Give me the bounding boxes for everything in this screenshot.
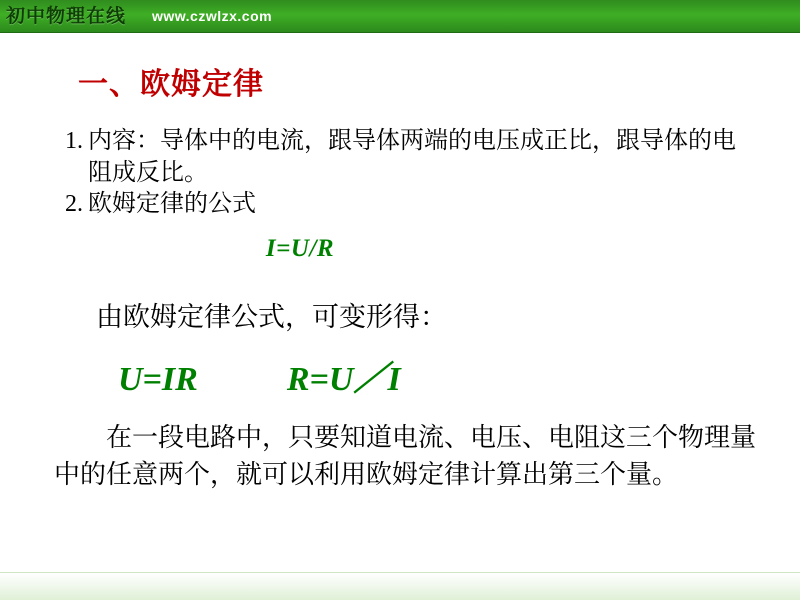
list-item [58, 189, 758, 221]
site-url: www.czwlzx.com [152, 8, 273, 24]
ohm-law-points [58, 126, 758, 221]
conclusion-text: 在一段电路中，只要知道电流、电压、电阻这三个物理量中的任意两个，就可以利用欧姆定律计算出第三个量。 [54, 422, 757, 489]
formula-u-equals-ir: U=IR [118, 361, 198, 398]
main-formula: I=U/R [265, 235, 335, 262]
formula-r-equals-u-over-i: R=U／I [286, 361, 401, 398]
derivation-text: 由欧姆定律公式，可变形得： [96, 302, 447, 332]
list-item-label: 欧姆定律的公式 [88, 191, 256, 218]
site-logo: 初中物理在线 [6, 5, 127, 27]
list-item-number: 2. [65, 191, 83, 218]
list-item-label: 内容：导体中的电流，跟导体两端的电压成正比，跟导体的电阻成反比。 [88, 128, 736, 186]
site-banner [0, 0, 800, 33]
list-item-number: 1. [65, 128, 83, 154]
list-item [58, 126, 758, 189]
derived-formulas [118, 351, 401, 400]
page-title: 一、欧姆定律 [78, 68, 264, 101]
slide-footer-band [0, 572, 800, 600]
slide-content [0, 33, 800, 600]
